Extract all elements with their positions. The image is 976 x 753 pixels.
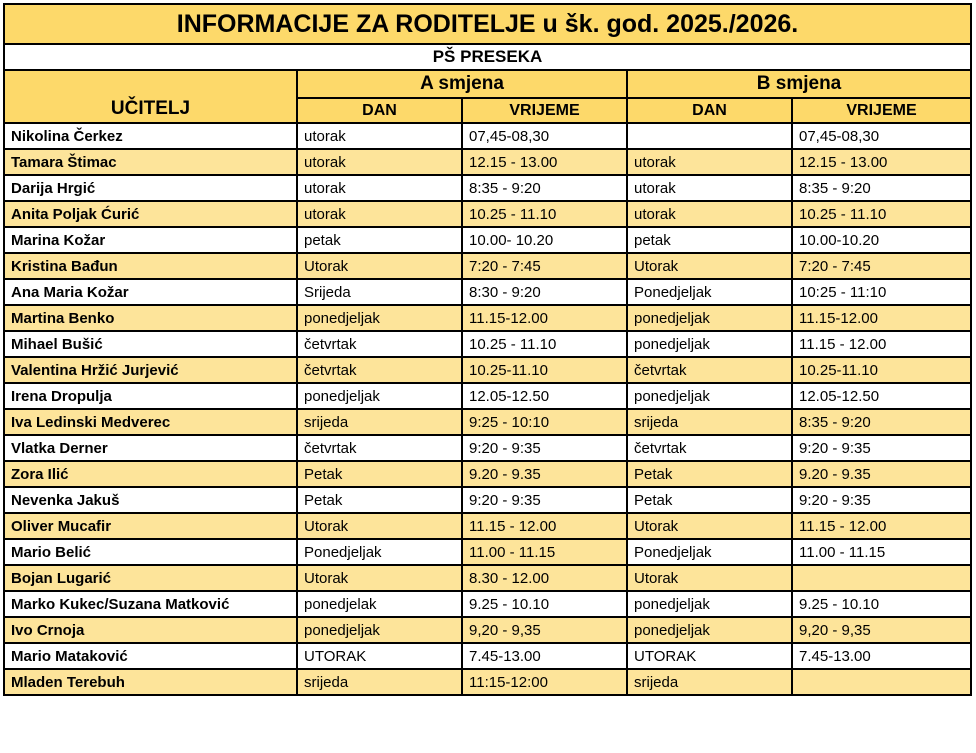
shift-b-day: Petak [627,461,792,487]
shift-b-time: 10.25-11.10 [792,357,971,383]
teacher-name: Mladen Terebuh [4,669,297,695]
shift-a-time: 9.25 - 10.10 [462,591,627,617]
shift-b-day [627,123,792,149]
shift-b-time: 8:35 - 9:20 [792,175,971,201]
shift-b-time: 9,20 - 9,35 [792,617,971,643]
shift-a-time: 12.15 - 13.00 [462,149,627,175]
shift-b-day: ponedjeljak [627,305,792,331]
table-row [4,539,971,565]
parent-info-table [3,3,972,696]
page-title: INFORMACIJE ZA RODITELJE u šk. god. 2025./2026. [4,4,971,44]
shift-a-time: 12.05-12.50 [462,383,627,409]
teacher-name: Darija Hrgić [4,175,297,201]
teacher-name: Irena Dropulja [4,383,297,409]
shift-b-time [792,565,971,591]
teacher-name: Nevenka Jakuš [4,487,297,513]
shift-b-day: srijeda [627,669,792,695]
shift-a-day: utorak [297,201,462,227]
shift-b-time [792,669,971,695]
shift-a-day: četvrtak [297,357,462,383]
shift-b-time: 10.25 - 11.10 [792,201,971,227]
table-row [4,357,971,383]
shift-b-time: 7:20 - 7:45 [792,253,971,279]
shift-b-time: 12.15 - 13.00 [792,149,971,175]
shift-b-day: Petak [627,487,792,513]
shift-a-day: petak [297,227,462,253]
shift-a-time-header: VRIJEME [462,98,627,123]
shift-b-time: 9:20 - 9:35 [792,487,971,513]
shift-a-day: Petak [297,461,462,487]
shift-a-day: utorak [297,149,462,175]
shift-b-day: UTORAK [627,643,792,669]
table-row [4,175,971,201]
shift-a-time: 10.25 - 11.10 [462,201,627,227]
teacher-name: Bojan Lugarić [4,565,297,591]
table-row [4,643,971,669]
shift-b-time: 9.20 - 9.35 [792,461,971,487]
teacher-name: Vlatka Derner [4,435,297,461]
teacher-name: Mario Mataković [4,643,297,669]
teacher-name: Mihael Bušić [4,331,297,357]
teacher-name: Zora Ilić [4,461,297,487]
shift-a-time: 11.15 - 12.00 [462,513,627,539]
table-row [4,253,971,279]
shift-b-time-header: VRIJEME [792,98,971,123]
table-row [4,331,971,357]
shift-b-time: 10:25 - 11:10 [792,279,971,305]
shift-b-day: petak [627,227,792,253]
shift-a-day: ponedjeljak [297,383,462,409]
teacher-name: Marina Kožar [4,227,297,253]
table-row [4,435,971,461]
teacher-name: Valentina Hržić Jurjević [4,357,297,383]
shift-a-day: UTORAK [297,643,462,669]
table-row [4,513,971,539]
shift-b-time: 9.25 - 10.10 [792,591,971,617]
shift-b-day: ponedjeljak [627,591,792,617]
teacher-column-header: UČITELJ [4,70,297,123]
shift-a-time: 8:30 - 9:20 [462,279,627,305]
table-row [4,227,971,253]
shift-b-day: Utorak [627,565,792,591]
shift-a-day: Srijeda [297,279,462,305]
shift-a-time: 7.45-13.00 [462,643,627,669]
table-row [4,461,971,487]
table-row [4,149,971,175]
table-row [4,591,971,617]
shift-a-time: 8:35 - 9:20 [462,175,627,201]
shift-a-time: 07,45-08,30 [462,123,627,149]
shift-b-day: četvrtak [627,357,792,383]
shift-a-time: 9:25 - 10:10 [462,409,627,435]
shift-a-day-header: DAN [297,98,462,123]
shift-a-day: Utorak [297,565,462,591]
shift-a-day: ponedjeljak [297,305,462,331]
table-row [4,669,971,695]
shift-b-day: utorak [627,201,792,227]
shift-a-time: 8.30 - 12.00 [462,565,627,591]
shift-a-time: 11:15-12:00 [462,669,627,695]
shift-b-day: Utorak [627,253,792,279]
shift-b-day: Utorak [627,513,792,539]
table-row [4,123,971,149]
table-row [4,617,971,643]
shift-b-time: 7.45-13.00 [792,643,971,669]
shift-b-day-header: DAN [627,98,792,123]
shift-b-time: 11.15 - 12.00 [792,513,971,539]
teacher-name: Oliver Mucafir [4,513,297,539]
shift-a-day: utorak [297,123,462,149]
shift-b-day: ponedjeljak [627,331,792,357]
teacher-name: Marko Kukec/Suzana Matković [4,591,297,617]
shift-a-time: 9:20 - 9:35 [462,435,627,461]
teacher-name: Iva Ledinski Medverec [4,409,297,435]
school-name: PŠ PRESEKA [4,44,971,70]
shift-a-day: srijeda [297,409,462,435]
table-row [4,201,971,227]
shift-b-time: 11.15 - 12.00 [792,331,971,357]
shift-a-time: 11.00 - 11.15 [462,539,627,565]
table-row [4,487,971,513]
shift-b-day: četvrtak [627,435,792,461]
table-row [4,565,971,591]
shift-a-day: Utorak [297,253,462,279]
shift-b-header: B smjena [627,70,971,98]
shift-a-day: četvrtak [297,331,462,357]
shift-b-time: 07,45-08,30 [792,123,971,149]
shift-a-day: Petak [297,487,462,513]
shift-a-time: 10.25-11.10 [462,357,627,383]
teacher-name: Tamara Štimac [4,149,297,175]
table-row [4,383,971,409]
shift-a-time: 9,20 - 9,35 [462,617,627,643]
shift-b-time: 11.15-12.00 [792,305,971,331]
teacher-name: Ivo Crnoja [4,617,297,643]
shift-a-time: 11.15-12.00 [462,305,627,331]
shift-b-time: 9:20 - 9:35 [792,435,971,461]
shift-b-day: Ponedjeljak [627,279,792,305]
shift-a-day: Ponedjeljak [297,539,462,565]
shift-b-time: 12.05-12.50 [792,383,971,409]
table-row [4,305,971,331]
shift-a-day: četvrtak [297,435,462,461]
shift-a-time: 10.00- 10.20 [462,227,627,253]
shift-b-day: ponedjeljak [627,383,792,409]
shift-b-day: utorak [627,149,792,175]
shift-a-day: ponedjelak [297,591,462,617]
teacher-name: Martina Benko [4,305,297,331]
shift-b-time: 8:35 - 9:20 [792,409,971,435]
shift-a-time: 9:20 - 9:35 [462,487,627,513]
shift-a-day: srijeda [297,669,462,695]
shift-b-time: 10.00-10.20 [792,227,971,253]
table-row [4,409,971,435]
shift-b-day: utorak [627,175,792,201]
shift-a-time: 7:20 - 7:45 [462,253,627,279]
teacher-name: Mario Belić [4,539,297,565]
shift-a-header: A smjena [297,70,627,98]
shift-a-day: Utorak [297,513,462,539]
teacher-name: Nikolina Čerkez [4,123,297,149]
shift-a-day: utorak [297,175,462,201]
shift-a-day: ponedjeljak [297,617,462,643]
teacher-name: Kristina Bađun [4,253,297,279]
shift-b-day: Ponedjeljak [627,539,792,565]
shift-a-time: 10.25 - 11.10 [462,331,627,357]
shift-b-day: srijeda [627,409,792,435]
shift-b-day: ponedjeljak [627,617,792,643]
shift-a-time: 9.20 - 9.35 [462,461,627,487]
shift-b-time: 11.00 - 11.15 [792,539,971,565]
teacher-name: Anita Poljak Ćurić [4,201,297,227]
teacher-name: Ana Maria Kožar [4,279,297,305]
table-row [4,279,971,305]
